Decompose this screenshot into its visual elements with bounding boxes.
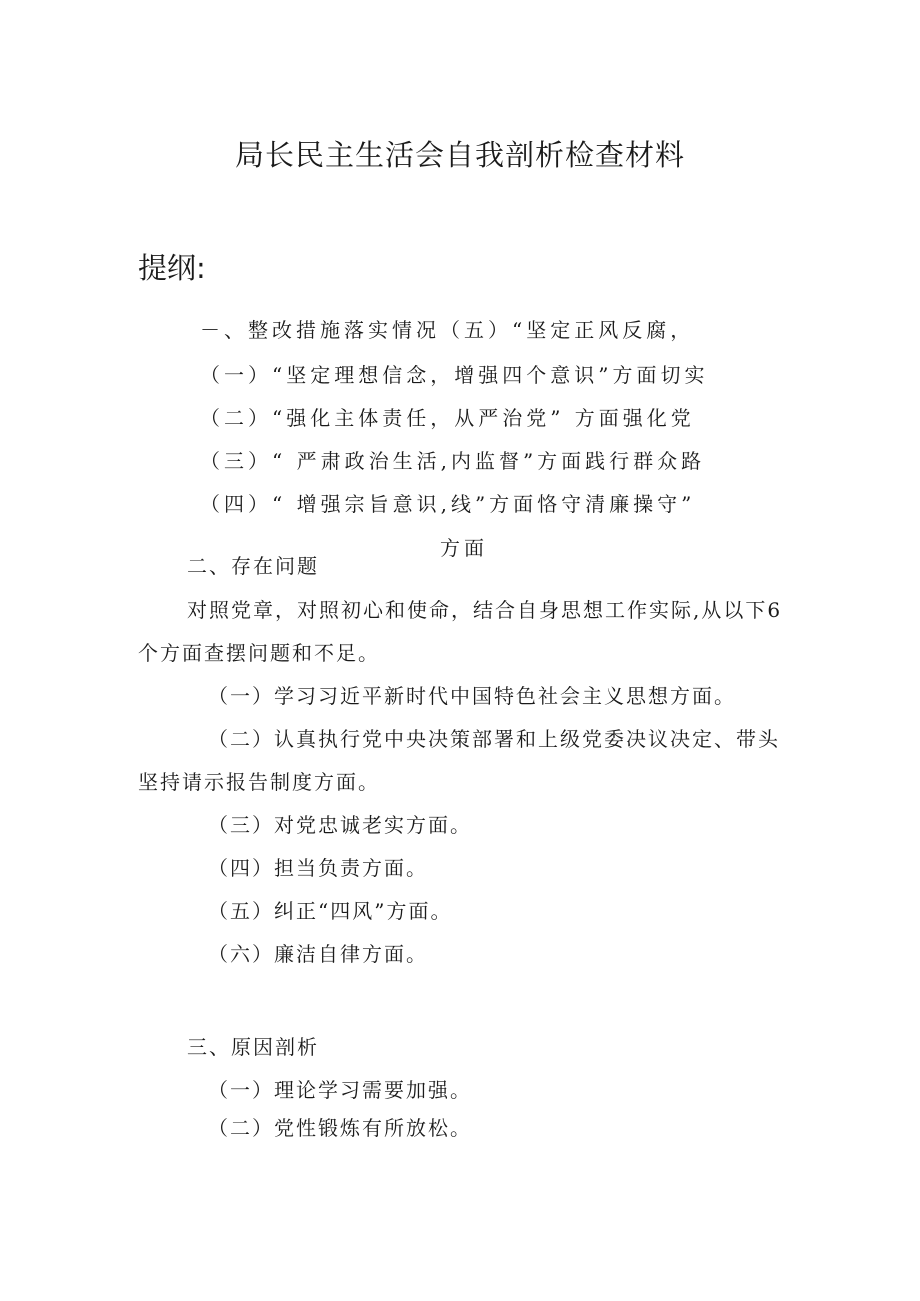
paragraph-line: 个方面查摆问题和不足。 xyxy=(138,641,380,665)
outline-item: －、整改措施落实情况（五）“坚定正风反腐， xyxy=(200,318,695,342)
list-item: （二）认真执行党中央决策部署和上级党委决议决定、带头 xyxy=(208,727,780,751)
list-item: 坚持请示报告制度方面。 xyxy=(138,770,380,794)
list-item: （一）学习习近平新时代中国特色社会主义思想方面。 xyxy=(208,684,736,708)
list-item: （五）纠正“四风”方面。 xyxy=(208,899,453,923)
list-item: （三）对党忠诚老实方面。 xyxy=(208,813,472,837)
outline-label: 提纲: xyxy=(138,251,206,285)
document-title: 局长民主生活会自我剖析检查材料 xyxy=(234,138,685,172)
paragraph-line: 对照党章，对照初心和使命，结合自身思想工作实际,从以下6 xyxy=(187,598,783,622)
outline-item: 方面 xyxy=(440,536,488,560)
list-item: （六）廉洁自律方面。 xyxy=(208,942,428,966)
outline-item: （一）“坚定理想信念，增强四个意识”方面切实 xyxy=(200,363,709,387)
section-heading-causes: 三、原因剖析 xyxy=(187,1035,319,1059)
outline-item: （三）“ 严肃政治生活,内监督”方面践行群众路 xyxy=(200,449,706,473)
outline-item: （四）“ 增强宗旨意识,线”方面恪守清廉操守” xyxy=(200,492,696,516)
list-item: （四）担当负责方面。 xyxy=(208,856,428,880)
section-heading-problems: 二、存在问题 xyxy=(187,554,319,578)
list-item: （二）党性锻炼有所放松。 xyxy=(208,1116,472,1140)
outline-item: （二）“强化主体责任，从严治党” 方面强化党 xyxy=(200,406,695,430)
list-item: （一）理论学习需要加强。 xyxy=(208,1078,472,1102)
